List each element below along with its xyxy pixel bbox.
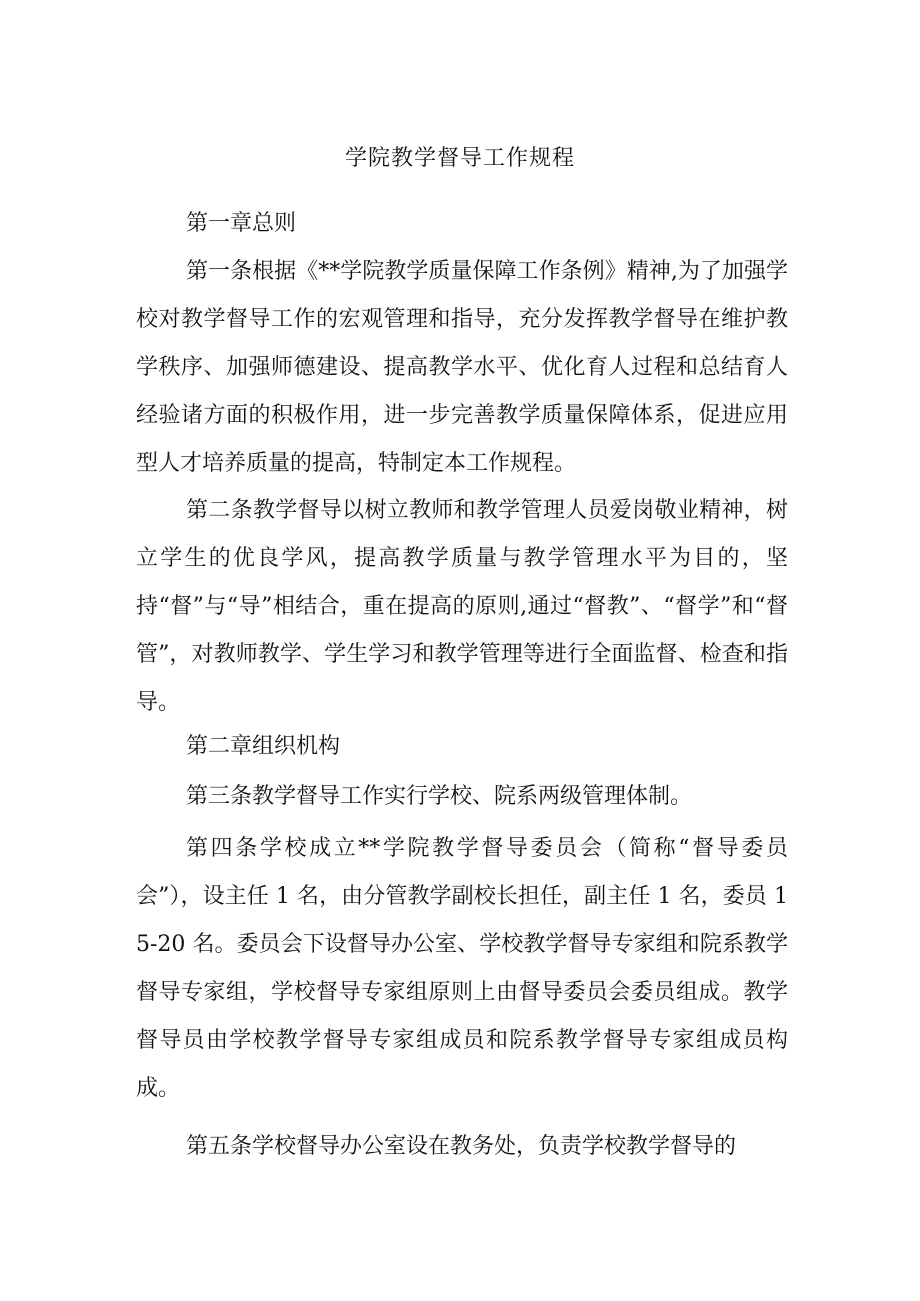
chapter-1-heading: 第一章总则 [186, 211, 297, 236]
document-title: 学院教学督导工作规程 [344, 146, 575, 171]
article-2-paragraph: 第二条教学督导以树立教师和教学管理人员爱岗敬业精神，树立学生的优良学风，提高教学质量与教学管理水平为目的，坚持“督”与“导”相结合，重在提高的原则,通过“督教”、“督学”和“督管”，对教师教学、学生学习和教学管理等进行全面监督、检查和指导。 [136, 498, 788, 715]
article-3-paragraph: 第三条教学督导工作实行学校、院系两级管理体制。 [186, 784, 693, 809]
chapter-2-heading: 第二章组织机构 [186, 734, 341, 759]
article-4-paragraph: 第四条学校成立**学院教学督导委员会（简称“督导委员会”），设主任 1 名，由分管教学副校长担任，副主任 1 名，委员 15-20 名。委员会下设督导办公室、学校教学督导专家组和院系教学督导专家组，学校督导专家组原则上由督导委员会委员组成。教学督导员由学校教学督导专家组成员和院系教学督导专家组成员构成。 [136, 836, 788, 1101]
article-5-paragraph: 第五条学校督导办公室设在教务处，负责学校教学督导的 [186, 1134, 737, 1159]
article-1-paragraph: 第一条根据《**学院教学质量保障工作条例》精神,为了加强学校对教学督导工作的宏观管理和指导，充分发挥教学督导在维护教学秩序、加强师德建设、提高教学水平、优化育人过程和总结育人经验诸方面的积极作用，进一步完善教学质量保障体系，促进应用型人才培养质量的提高，特制定本工作规程。 [136, 259, 788, 476]
